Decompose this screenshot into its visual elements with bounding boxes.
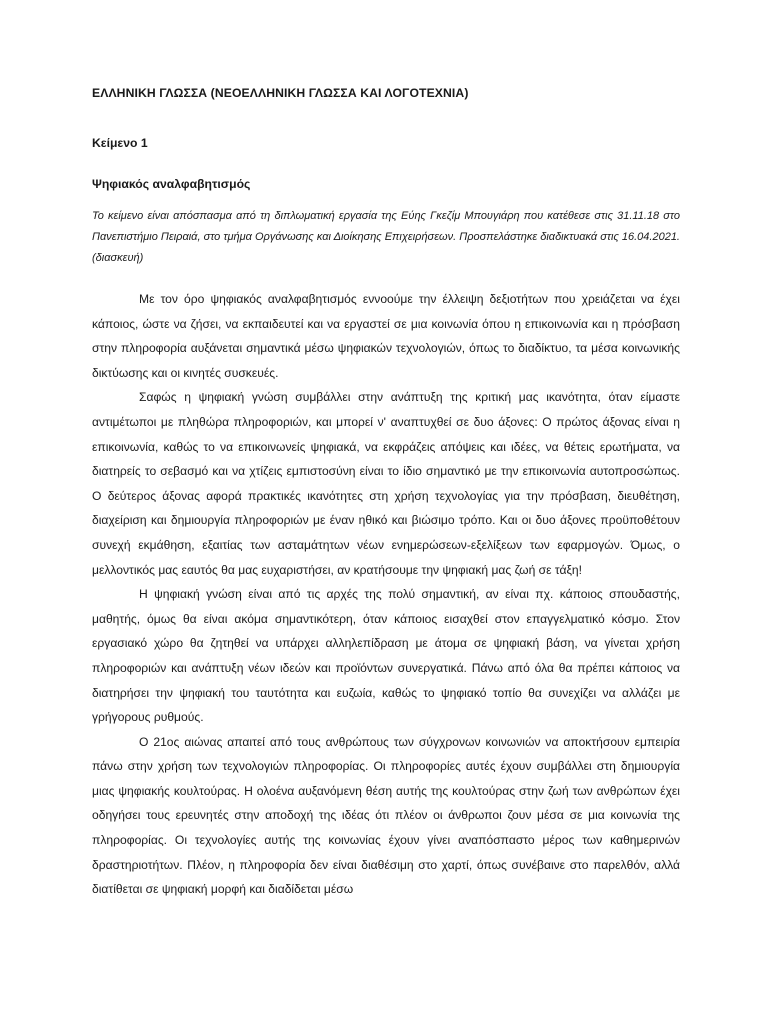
paragraph: Η ψηφιακή γνώση είναι από τις αρχές της πολύ σημαντική, αν είναι πχ. κάποιος σπουδαστής, μαθητής, όμως θα είναι ακόμα σημαντικότερη, όταν κάποιος εισαχθεί στον επαγγελματικό κόσμο. Στον εργασιακό χώρο θα ζητηθεί να υπάρχει αλληλεπίδραση με άτομα σε ψηφιακή βάση, να γίνεται χρήση πληροφοριών και ανάπτυξη νέων ιδεών και προϊόντων συνεργατικά. Πάνω από όλα θα πρέπει κάποιος να διατηρήσει την ψηφιακή του ταυτότητα και ευζωία, καθώς το ψηφιακό τοπίο θα συνεχίζει να αλλάζει με γρήγορους ρυθμούς. [92,587,680,725]
intro-note: Το κείμενο είναι απόσπασμα από τη διπλωματική εργασία της Εύης Γκεζίμ Μπουγιάρη που κατέθεσε στις 31.11.18 στο Πανεπιστήμιο Πειραιά, στο τμήμα Οργάνωσης και Διοίκησης Επιχειρήσεων. Προσπελάστηκε διαδικτυακά στις 16.04.2021.(διασκευή) [92,210,680,264]
paragraph: Με τον όρο ψηφιακός αναλφαβητισμός εννοούμε την έλλειψη δεξιοτήτων που χρειάζεται να έχει κάποιος, ώστε να ζήσει, να εκπαιδευτεί και να εργαστεί σε μια κοινωνία όπου η επικοινωνία και η πρόσβαση στην πληροφορία αυξάνεται σημαντικά μέσω ψηφιακών τεχνολογιών, όπως το διαδίκτυο, τα μέσα κοινωνικής δικτύωσης και οι κινητές συσκευές. [92,292,680,380]
paragraph: Σαφώς η ψηφιακή γνώση συμβάλλει στην ανάπτυξη της κριτική μας ικανότητα, όταν είμαστε αντιμέτωποι με πληθώρα πληροφοριών, και μπορεί ν' αναπτυχθεί σε δυο άξονες: Ο πρώτος άξονας είναι η επικοινωνία, καθώς το να επικοινωνείς ψηφιακά, να εκφράζεις απόψεις και ιδέες, να θέτεις ερωτήματα, να διατηρείς το σεβασμό και να χτίζεις εμπιστοσύνη είναι το ίδιο σημαντικό με την επικοινωνία αυτοπροσώπως. Ο δεύτερος άξονας αφορά πρακτικές ικανότητες στη χρήση τεχνολογίας για την πρόσβαση, διευθέτηση, διαχείριση και δημιουργία πληροφοριών με έναν ηθικό και βιώσιμο τρόπο. Και οι δυο άξονες προϋποθέτουν συνεχή εκμάθηση, εξαιτίας των ασταμάτητων νέων ενημερώσεων-εξελίξεων των εφαρμογών. Όμως, ο μελλοντικός μας εαυτός θα μας ευχαριστήσει, αν κρατήσουμε την ψηφιακή μας ζωή σε τάξη! [92,390,680,577]
article-title: Ψηφιακός αναλφαβητισμός [92,177,251,191]
paragraph: Ο 21ος αιώνας απαιτεί από τους ανθρώπους των σύγχρονων κοινωνιών να αποκτήσουν εμπειρία πάνω στην χρήση των τεχνολογιών πληροφορίας. Οι πληροφορίες αυτές έχουν συμβάλλει στη δημιουργία μιας ψηφιακής κουλτούρας. Η ολοένα αυξανόμενη θέση αυτής της κουλτούρας στην ζωή των ανθρώπων έχει οδηγήσει τους ερευνητές στην αποδοχή της ιδέας ότι πλέον οι άνθρωποι ζουν μέσα σε μια κοινωνία της πληροφορίας. Οι τεχνολογίες αυτής της κοινωνίας έχουν γίνει αναπόσπαστο μέρος των καθημερινών δραστηριοτήτων. Πλέον, η πληροφορία δεν είναι διαθέσιμη στο χαρτί, όπως συνέβαινε στο παρελθόν, αλλά διατίθεται σε ψηφιακή μορφή και διαδίδεται μέσω [92,734,680,897]
main-heading: ΕΛΛΗΝΙΚΗ ΓΛΩΣΣΑ (ΝΕΟΕΛΛΗΝΙΚΗ ΓΛΩΣΣΑ ΚΑΙ ΛΟΓΟΤΕΧΝΙΑ) [92,86,469,100]
text-label: Κείμενο 1 [92,136,148,150]
article-body [92,287,680,902]
